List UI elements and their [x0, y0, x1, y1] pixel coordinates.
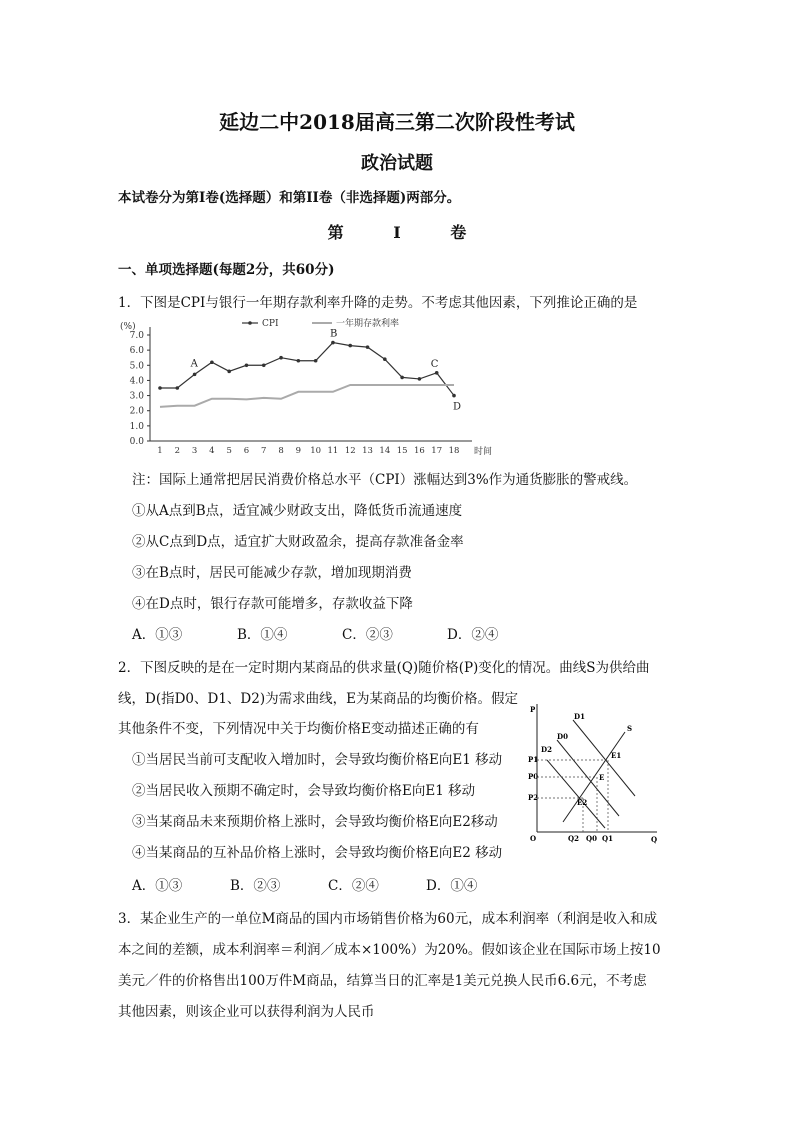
y-tick-label: 3.0 — [129, 391, 144, 402]
cpi-point — [175, 386, 179, 390]
p0-label: P0 — [528, 772, 539, 781]
cpi-point — [279, 356, 283, 360]
cpi-point — [227, 370, 231, 374]
d2-label: D2 — [541, 745, 552, 754]
cpi-point — [348, 344, 352, 348]
y-tick-label: 5.0 — [129, 361, 144, 372]
q3-line-3: 美元／件的价格售出100万件M商品，结算当日的汇率是1美元兑换人民币6.6元，不考虑 — [118, 973, 647, 989]
q1-option-a[interactable]: A．①③ — [132, 627, 183, 643]
point-label-d: D — [453, 401, 462, 413]
p2-label: P2 — [528, 793, 539, 802]
legend-cpi-marker — [248, 321, 252, 325]
q2-option-d[interactable]: D．①④ — [426, 878, 478, 894]
section-heading: 一、单项选择题(每题2分，共60分) — [118, 262, 335, 278]
y-tick-label: 1.0 — [129, 421, 144, 432]
cpi-point — [262, 363, 266, 367]
cpi-point — [314, 359, 318, 363]
q3-line-4: 其他因素，则该企业可以获得利润为人民币 — [118, 1004, 375, 1020]
cpi-point — [452, 394, 456, 398]
e-label: E — [599, 773, 605, 782]
cpi-point — [297, 359, 301, 363]
cpi-point — [400, 376, 404, 380]
page-subtitle: 政治试题 — [361, 153, 433, 174]
supply-demand-graph — [525, 700, 665, 848]
x-tick-label: 11 — [327, 446, 339, 456]
q1-item-1: ①从A点到B点，适宜减少财政支出，降低货币流通速度 — [132, 503, 463, 519]
cpi-point — [210, 360, 214, 364]
page-title: 延边二中2018届高三第二次阶段性考试 — [219, 110, 575, 134]
e2-label: E2 — [577, 798, 588, 807]
q2-label: Q2 — [568, 834, 579, 843]
cpi-point — [418, 377, 422, 381]
q2-option-b[interactable]: B．②③ — [230, 878, 281, 894]
q2-item-2: ②当居民收入预期不确定时，会导致均衡价格E向E1 移动 — [132, 783, 476, 799]
demand-curve-d0 — [557, 740, 622, 816]
cpi-point — [366, 345, 370, 349]
y-tick-label: 6.0 — [129, 346, 144, 357]
q2-stem-line-3: 其他条件不变，下列情况中关于均衡价格E变动描述正确的有 — [118, 721, 479, 737]
p-axis-label: P — [530, 705, 536, 714]
x-tick-label: 4 — [209, 446, 215, 456]
exam-intro: 本试卷分为第Ⅰ卷(选择题）和第II卷（非选择题)两部分。 — [118, 190, 461, 206]
x-axis-label: 时间 — [474, 447, 493, 457]
q1-note: 注：国际上通常把居民消费价格总水平（CPI）涨幅达到3%作为通货膨胀的警戒线。 — [132, 472, 638, 488]
x-tick-label: 14 — [379, 446, 391, 456]
x-tick-label: 10 — [310, 446, 322, 456]
q1-label: Q1 — [602, 834, 613, 843]
legend-cpi-label: CPI — [262, 319, 279, 329]
cpi-point — [331, 341, 335, 345]
q2-options — [132, 874, 532, 894]
x-tick-label: 3 — [191, 446, 198, 456]
point-label-b: B — [329, 328, 338, 340]
q1-item-3: ③在B点时，居民可能减少存款，增加现期消费 — [132, 565, 412, 581]
cpi-point — [158, 386, 162, 390]
x-tick-label: 18 — [448, 446, 460, 456]
chart-series — [158, 341, 456, 407]
x-tick-label: 17 — [431, 446, 443, 456]
q1-item-2: ②从C点到D点，适宜扩大财政盈余，提高存款准备金率 — [132, 534, 464, 550]
x-tick-label: 16 — [413, 446, 425, 456]
x-tick-label: 6 — [243, 446, 250, 456]
q2-stem-line-2: 线，D(指D0、D1、D2)为需求曲线，E为某商品的均衡价格。假定 — [118, 691, 518, 707]
y-tick-label: 0.0 — [129, 437, 144, 447]
y-tick-label: 2.0 — [129, 406, 144, 417]
q1-option-b[interactable]: B．①④ — [237, 627, 288, 643]
x-tick-label: 7 — [261, 446, 267, 456]
x-tick-label: 15 — [396, 446, 408, 456]
x-tick-label: 13 — [362, 446, 373, 456]
point-label-c: C — [430, 358, 439, 370]
demand-curve-d1 — [573, 720, 635, 796]
y-axis-label: (%) — [120, 322, 136, 332]
d0-label: D0 — [557, 732, 568, 741]
x-tick-label: 1 — [157, 446, 163, 456]
cpi-point — [245, 363, 249, 367]
q1-options — [132, 623, 552, 643]
x-tick-label: 2 — [174, 446, 181, 456]
q2-item-4: ④当某商品的互补品价格上涨时，会导致均衡价格E向E2 移动 — [132, 845, 503, 861]
volume-heading: 第 I 卷 — [327, 223, 489, 242]
s-label: S — [627, 724, 633, 733]
x-tick-label: 9 — [295, 446, 302, 456]
point-label-a: A — [190, 358, 198, 370]
q1-option-c[interactable]: C．②③ — [342, 627, 393, 643]
d1-label: D1 — [574, 712, 585, 721]
demand-curve-d2 — [547, 760, 605, 828]
legend-rate-label: 一年期存款利率 — [336, 319, 400, 329]
cpi-point — [435, 371, 439, 375]
q2-option-a[interactable]: A．①③ — [132, 878, 183, 894]
q2-option-c[interactable]: C．②④ — [328, 878, 379, 894]
q3-line-1: 3．某企业生产的一单位M商品的国内市场销售价格为60元，成本利润率（利润是收入和成 — [118, 911, 658, 927]
x-tick-label: 12 — [344, 446, 356, 456]
cpi-point — [193, 373, 197, 377]
q1-option-d[interactable]: D．②④ — [447, 627, 499, 643]
q0-label: Q0 — [586, 834, 597, 843]
y-tick-label: 7.0 — [129, 331, 144, 341]
q2-item-3: ③当某商品未来预期价格上涨时，会导致均衡价格E向E2移动 — [132, 814, 498, 830]
origin-label: O — [530, 834, 537, 843]
y-tick-label: 4.0 — [129, 376, 144, 387]
x-tick-label: 5 — [226, 446, 232, 456]
series-line-cpi — [160, 343, 454, 396]
x-tick-label: 8 — [278, 446, 284, 456]
q-axis-label: Q — [651, 835, 658, 844]
q1-item-4: ④在D点时，银行存款可能增多，存款收益下降 — [132, 596, 413, 612]
p1-label: P1 — [528, 755, 539, 764]
cpi-point — [383, 357, 387, 361]
q3-line-2: 本之间的差额，成本利润率＝利润／成本×100%）为20%。假如该企业在国际市场上按10 — [118, 942, 661, 958]
e1-label: E1 — [611, 751, 622, 760]
q2-stem-line-1: 2．下图反映的是在一定时期内某商品的供求量(Q)随价格(P)变化的情况。曲线S为供给曲 — [118, 660, 650, 676]
cpi-chart — [112, 313, 512, 458]
q2-item-1: ①当居民当前可支配收入增加时，会导致均衡价格E向E1 移动 — [132, 752, 503, 768]
series-line-deposit-rate — [160, 385, 454, 407]
q1-stem: 1．下图是CPI与银行一年期存款利率升降的走势。不考虑其他因素，下列推论正确的是 — [118, 295, 638, 311]
